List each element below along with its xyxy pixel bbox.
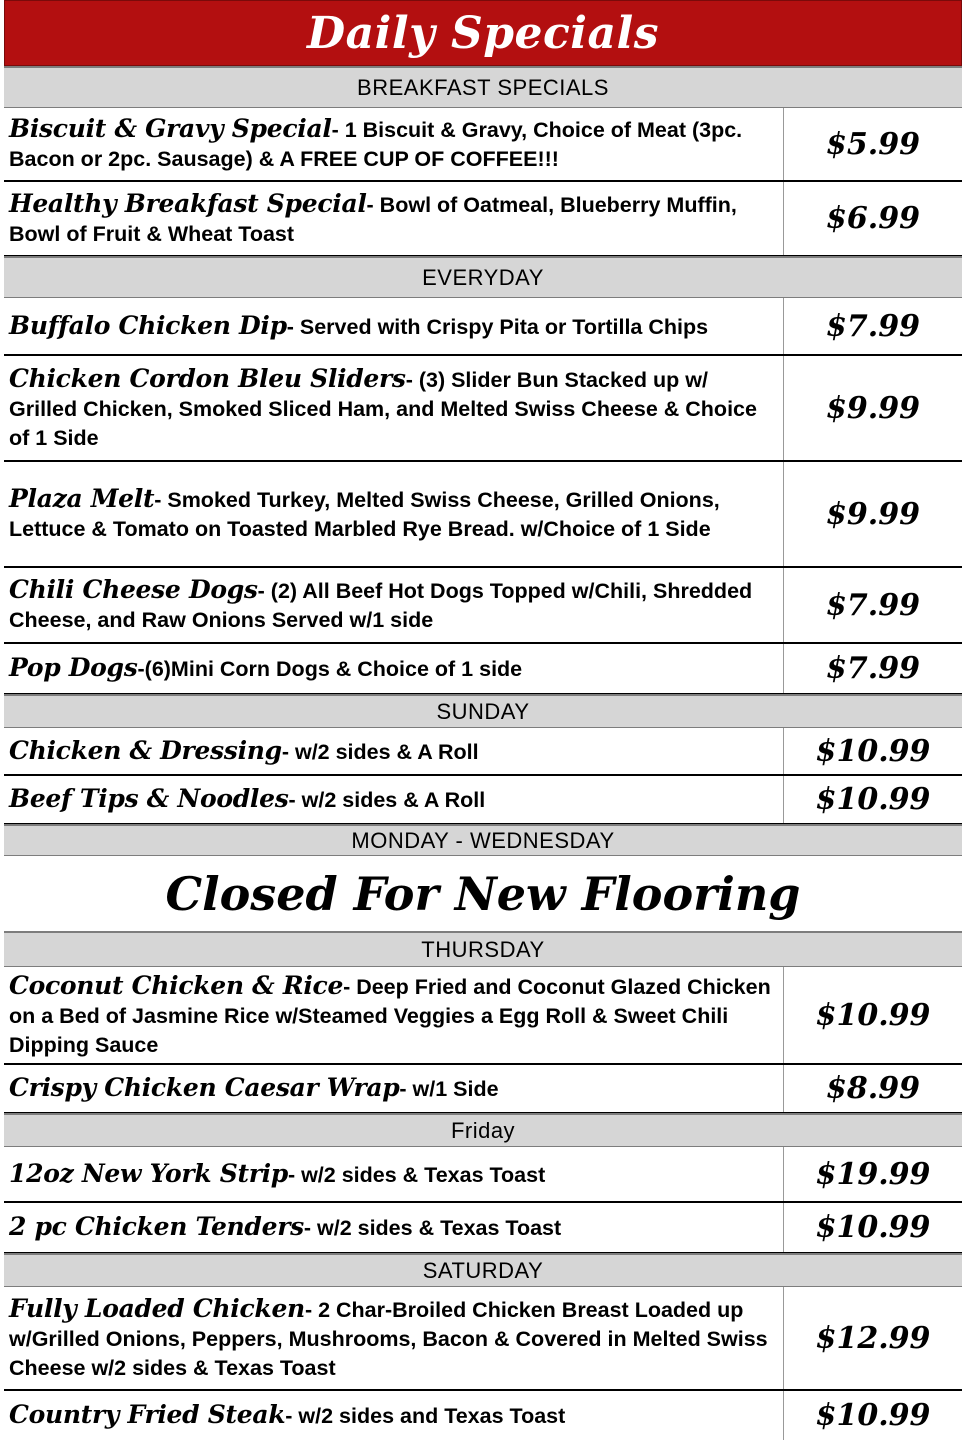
item-name: Pop Dogs — [9, 653, 138, 682]
item-description: - Smoked Turkey, Melted Swiss Cheese, Grilled Onions, Lettuce & Tomato on Toasted Marbled Rye Bread. w/Choice of 1 Side — [9, 488, 720, 541]
item-price: $9.99 — [826, 496, 920, 532]
menu-item-row — [4, 462, 962, 568]
item-name: 2 pc Chicken Tenders — [9, 1212, 304, 1241]
menu-item-row — [4, 1391, 962, 1440]
item-description: - w/2 sides & A Roll — [288, 788, 486, 812]
item-price: $10.99 — [815, 782, 931, 817]
item-name: Buffalo Chicken Dip — [9, 310, 287, 340]
item-price: $10.99 — [815, 1210, 931, 1245]
section-header-saturday: SATURDAY — [4, 1253, 962, 1287]
item-price: $12.99 — [815, 1320, 931, 1356]
item-price: $7.99 — [826, 308, 920, 344]
item-name: Chicken Cordon Bleu Sliders — [9, 363, 406, 393]
menu-item-row — [4, 967, 962, 1065]
item-price: $10.99 — [815, 733, 931, 769]
item-name: Plaza Melt — [9, 484, 155, 513]
section-header-everyday: EVERYDAY — [4, 256, 962, 298]
item-description: -(6)Mini Corn Dogs & Choice of 1 side — [137, 657, 523, 681]
item-description: - Deep Fried and Coconut Glazed Chicken on a Bed of Jasmine Rice w/Steamed Veggies a Egg Roll & Sweet Chili Dipping Sauce — [9, 974, 771, 1057]
section-header-thursday: THURSDAY — [4, 931, 962, 967]
item-description: - (3) Slider Bun Stacked up w/ Grilled Chicken, Smoked Sliced Ham, and Melted Swiss Cheese & Choice of 1 Side — [9, 367, 757, 450]
item-description: - Served with Crispy Pita or Tortilla Chips — [286, 314, 709, 339]
item-description: - w/2 sides & Texas Toast — [303, 1216, 562, 1240]
item-name: Country Fried Steak — [9, 1400, 286, 1429]
item-price: $9.99 — [826, 390, 920, 426]
menu-item-row — [4, 298, 962, 356]
item-name: Coconut Chicken & Rice — [9, 970, 344, 1000]
menu-item-row — [4, 1065, 962, 1113]
closed-notice-text: Closed For New Flooring — [165, 866, 801, 921]
item-name: Chicken & Dressing — [9, 735, 282, 765]
item-name: Chili Cheese Dogs — [9, 575, 258, 604]
item-description: - Bowl of Oatmeal, Blueberry Muffin, Bowl of Fruit & Wheat Toast — [9, 192, 737, 246]
item-description: - 2 Char-Broiled Chicken Breast Loaded up w/Grilled Onions, Peppers, Mushrooms, Bacon & Covered in Melted Swiss Cheese w/2 sides & Texas Toast — [9, 1297, 768, 1380]
menu-item-row — [4, 568, 962, 644]
menu-item-row — [4, 1147, 962, 1203]
item-name: Healthy Breakfast Special — [9, 188, 367, 218]
item-description: - (2) All Beef Hot Dogs Topped w/Chili, Shredded Cheese, and Raw Onions Served w/1 side — [9, 579, 753, 632]
closed-notice — [4, 856, 962, 931]
item-price: $7.99 — [826, 651, 920, 686]
title-bar — [4, 0, 962, 66]
menu-item-row — [4, 108, 962, 182]
section-header-friday: Friday — [4, 1113, 962, 1147]
item-price: $8.99 — [826, 1071, 920, 1106]
item-name: Beef Tips & Noodles — [9, 784, 289, 813]
menu-title: Daily Specials — [306, 7, 660, 59]
menu-item-row — [4, 728, 962, 776]
menu-item-row — [4, 356, 962, 462]
menu-item-row — [4, 1287, 962, 1391]
item-price: $19.99 — [815, 1156, 931, 1192]
menu-item-row — [4, 644, 962, 694]
menu-item-row — [4, 1203, 962, 1253]
item-price: $10.99 — [815, 997, 931, 1033]
section-header-mon-wed: MONDAY - WEDNESDAY — [4, 824, 962, 856]
item-price: $10.99 — [815, 1398, 931, 1433]
item-description: - w/2 sides and Texas Toast — [285, 1404, 566, 1428]
item-name: Biscuit & Gravy Special — [9, 114, 332, 143]
item-price: $6.99 — [826, 201, 920, 236]
item-description: - w/2 sides & A Roll — [281, 739, 479, 764]
menu-item-row — [4, 776, 962, 824]
section-header-sunday: SUNDAY — [4, 694, 962, 728]
item-description: - 1 Biscuit & Gravy, Choice of Meat (3pc. Bacon or 2pc. Sausage) & A FREE CUP OF COFFEE!!! — [9, 118, 743, 171]
menu-item-row — [4, 182, 962, 256]
section-header-breakfast: BREAKFAST SPECIALS — [4, 66, 962, 108]
item-description: - w/2 sides & Texas Toast — [287, 1162, 546, 1187]
item-name: 12oz New York Strip — [9, 1158, 288, 1188]
item-name: Crispy Chicken Caesar Wrap — [9, 1073, 400, 1102]
item-price: $7.99 — [826, 587, 920, 623]
item-price: $5.99 — [826, 126, 920, 162]
item-description: - w/1 Side — [399, 1077, 499, 1101]
item-name: Fully Loaded Chicken — [9, 1293, 305, 1323]
